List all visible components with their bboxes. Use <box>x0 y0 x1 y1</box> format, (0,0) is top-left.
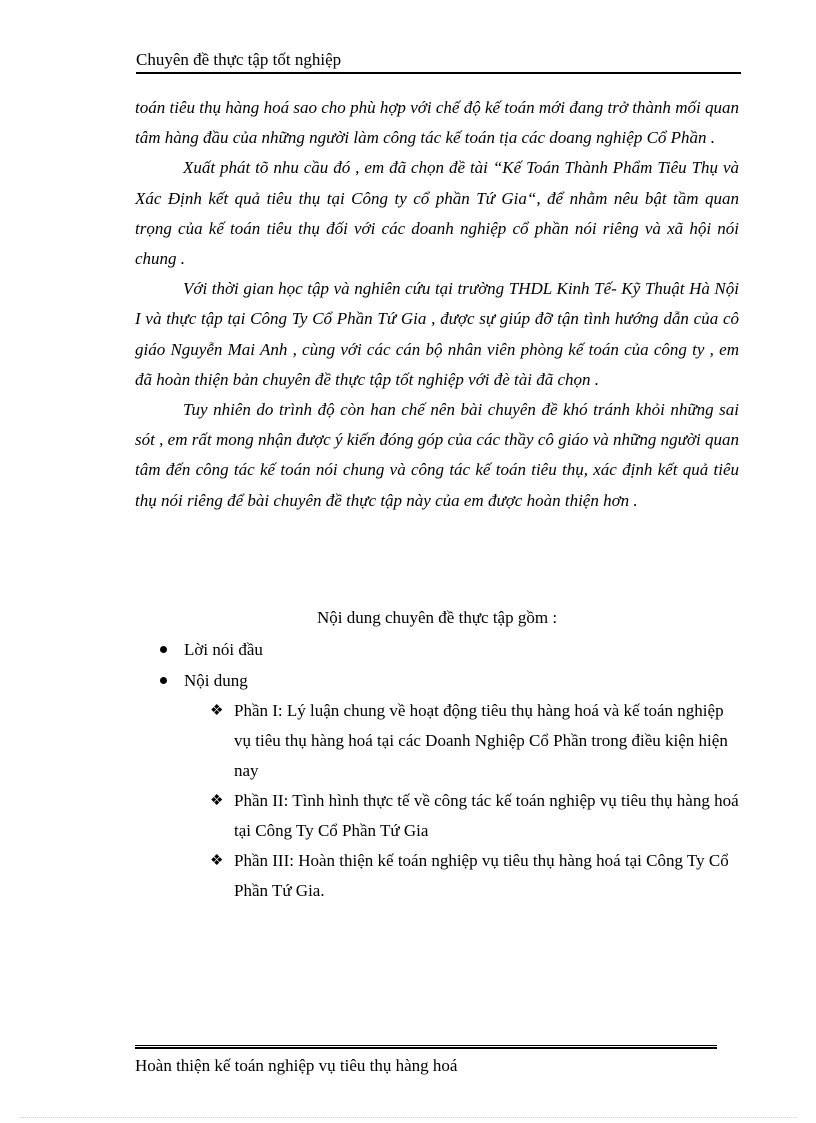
part-text: Phần III: Hoàn thiện kế toán nghiệp vụ tiêu thụ hàng hoá tại Công Ty Cổ Phần Tứ Gia. <box>234 851 729 900</box>
paragraph-1-continuation: toán tiêu thụ hàng hoá sao cho phù hợp với chế độ kế toán mới đang trở thành mối quan tâm hàng đầu của những người làm công tác kế toán tịa các doang nghiệp Cổ Phần . <box>135 98 739 148</box>
bullet-dot-icon <box>160 646 167 653</box>
diamond-bullet-icon: ❖ <box>210 793 224 809</box>
part-text: Phần II: Tình hình thực tế về công tác kế toán nghiệp vụ tiêu thụ hàng hoá tại Công Ty Cổ Phần Tứ Gia <box>234 791 739 840</box>
footer-text: Hoàn thiện kế toán nghiệp vụ tiêu thụ hàng hoá <box>135 1056 458 1075</box>
page-footer <box>135 1045 717 1077</box>
page-header <box>136 48 741 74</box>
header-title: Chuyên đề thực tập tốt nghiệp <box>136 50 342 69</box>
body-text <box>135 93 739 516</box>
part-item <box>210 846 740 906</box>
list-item <box>160 665 740 696</box>
paragraph-4: Tuy nhiên do trình độ còn han chế nên bài chuyên đề khó tránh khỏi những sai sót , em rất mong nhận được ý kiến đóng góp của các thầy cô giáo và những người quan tâm đến công tác kế toán nói chung và công tác kế toán tiêu thụ, xác định kết quả tiêu thụ nói riêng để bài chuyên đề thực tập này của em được hoàn thiện hơn . <box>135 400 739 510</box>
diamond-bullet-icon: ❖ <box>210 703 224 719</box>
diamond-bullet-icon: ❖ <box>210 853 224 869</box>
paragraph-3: Với thời gian học tập và nghiên cứu tại trường THDL Kinh Tế- Kỹ Thuật Hà Nội I và thực tập tại Công Ty Cổ Phần Tứ Gia , được sự giúp đỡ tận tình hướng dẫn của cô giáo Nguyễn Mai Anh , cùng với các cán bộ nhân viên phòng kế toán của công ty , em đã hoàn thiện bản chuyên đề thực tập tốt nghiệp với đè tài đã chọn . <box>135 279 739 389</box>
bullet-dot-icon <box>160 677 167 684</box>
page-edge-divider <box>20 1117 796 1118</box>
part-text: Phần I: Lý luận chung về hoạt động tiêu thụ hàng hoá và kế toán nghiệp vụ tiêu thụ hàng hoá tại các Doanh Nghiệp Cổ Phần trong điều kiện hiện nay <box>234 701 728 780</box>
list-item-text: Nội dung <box>184 671 248 690</box>
bullet-list <box>160 634 740 696</box>
parts-list <box>210 696 740 906</box>
list-item <box>160 634 740 665</box>
paragraph-2: Xuất phát tõ nhu cầu đó , em đã chọn đề tài “Kế Toán Thành Phẩm Tiêu Thụ và Xác Định kết quả tiêu thụ tại Công ty cổ phần Tứ Gia“, để nhằm nêu bật tầm quan trọng của kế toán tiêu thụ đối với các doanh nghiệp cổ phần nói riêng và xã hội nói chung . <box>135 158 739 269</box>
list-item-text: Lời nói đầu <box>184 640 263 659</box>
part-item <box>210 696 740 786</box>
footer-rule <box>135 1045 717 1049</box>
contents-title: Nội dung chuyên đề thực tập gồm : <box>316 608 558 627</box>
part-item <box>210 786 740 846</box>
